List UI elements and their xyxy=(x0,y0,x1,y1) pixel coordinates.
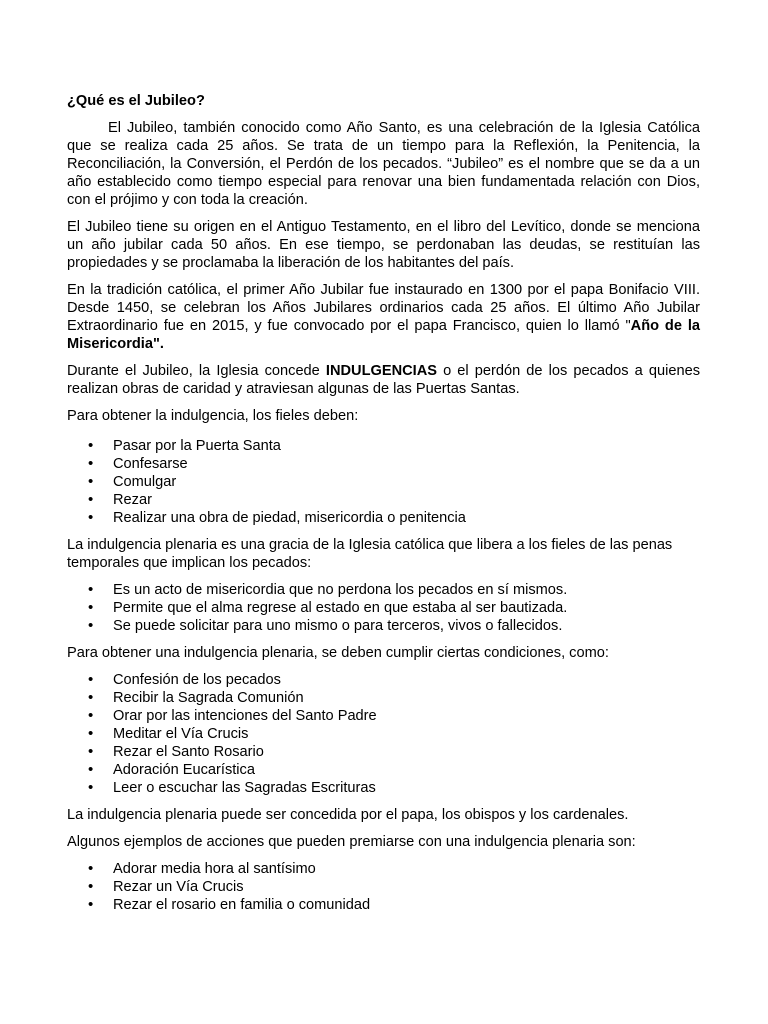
paragraph-conditions: Para obtener una indulgencia plenaria, se deben cumplir ciertas condiciones, como: xyxy=(67,645,609,661)
paragraph-tradition xyxy=(67,281,700,353)
list-item: • Orar por las intenciones del Santo Padre xyxy=(67,707,700,725)
list-item: • Rezar xyxy=(67,491,700,509)
paragraph-indulgences-bold: INDULGENCIAS xyxy=(325,363,437,379)
list-item: • Rezar el rosario en familia o comunidad xyxy=(67,896,700,914)
paragraph-indulgences-before: Durante el Jubileo, la Iglesia concede xyxy=(67,363,326,379)
list-item: • Confesión de los pecados xyxy=(67,671,700,689)
conditions-list xyxy=(67,671,700,797)
list-item: • Pasar por la Puerta Santa xyxy=(67,437,700,455)
plenary-features-list xyxy=(67,581,700,635)
paragraph-indulgences-after: o el perdón de los pecados a quienes realizan obras de caridad y atraviesan algunas de las Puertas Santas. xyxy=(67,363,700,397)
list-item: • Rezar un Vía Crucis xyxy=(67,878,700,896)
paragraph-plenary-definition: La indulgencia plenaria es una gracia de la Iglesia católica que libera a los fieles de las penas temporales que implican los pecados: xyxy=(67,537,673,571)
list-item: • Se puede solicitar para uno mismo o para terceros, vivos o fallecidos. xyxy=(67,617,700,635)
paragraph-granted-by: La indulgencia plenaria puede ser concedida por el papa, los obispos y los cardenales. xyxy=(67,807,629,823)
document-title: ¿Qué es el Jubileo? xyxy=(67,93,205,109)
list-item: • Rezar el Santo Rosario xyxy=(67,743,700,761)
paragraph-tradition-bold: Año de la Misericordia". xyxy=(67,318,700,352)
paragraph-examples: Algunos ejemplos de acciones que pueden premiarse con una indulgencia plenaria son: xyxy=(67,834,636,850)
paragraph-intro: El Jubileo, también conocido como Año Santo, es una celebración de la Iglesia Católica que se realiza cada 25 años. Se trata de un tiempo para la Reflexión, la Penitencia, la Reconciliación, la Conversión, el Perdón de los pecados. “Jubileo” es el nombre que se da a un año establecido como tiempo especial para renovar una bien fundamentada relación con Dios, con el prójimo y con toda la creación. xyxy=(67,120,700,208)
examples-list xyxy=(67,860,700,914)
list-item: • Es un acto de misericordia que no perdona los pecados en sí mismos. xyxy=(67,581,700,599)
list-item: • Realizar una obra de piedad, misericordia o penitencia xyxy=(67,509,700,527)
document-page xyxy=(67,92,700,923)
list-item: • Adoración Eucarística xyxy=(67,761,700,779)
list-item: • Permite que el alma regrese al estado en que estaba al ser bautizada. xyxy=(67,599,700,617)
list-item: • Recibir la Sagrada Comunión xyxy=(67,689,700,707)
list-item: • Comulgar xyxy=(67,473,700,491)
paragraph-indulgences xyxy=(67,362,700,398)
list-item: • Confesarse xyxy=(67,455,700,473)
list-item: • Meditar el Vía Crucis xyxy=(67,725,700,743)
paragraph-origin: El Jubileo tiene su origen en el Antiguo Testamento, en el libro del Levítico, donde se menciona un año jubilar cada 50 años. En ese tiempo, se perdonaban las deudas, se restituían las propiedades y se proclamaba la liberación de los habitantes del país. xyxy=(67,219,700,271)
paragraph-requirements: Para obtener la indulgencia, los fieles deben: xyxy=(67,408,359,424)
list-item: • Adorar media hora al santísimo xyxy=(67,860,700,878)
list-item: • Leer o escuchar las Sagradas Escrituras xyxy=(67,779,700,797)
paragraph-tradition-text: En la tradición católica, el primer Año Jubilar fue instaurado en 1300 por el papa Bonifacio VIII. Desde 1450, se celebran los Años Jubilares ordinarios cada 25 años. El último Año Jubilar Extraordinario fue en 2015, y fue convocado por el papa Francisco, quien lo llamó " xyxy=(67,282,700,334)
requirements-list xyxy=(67,437,700,527)
